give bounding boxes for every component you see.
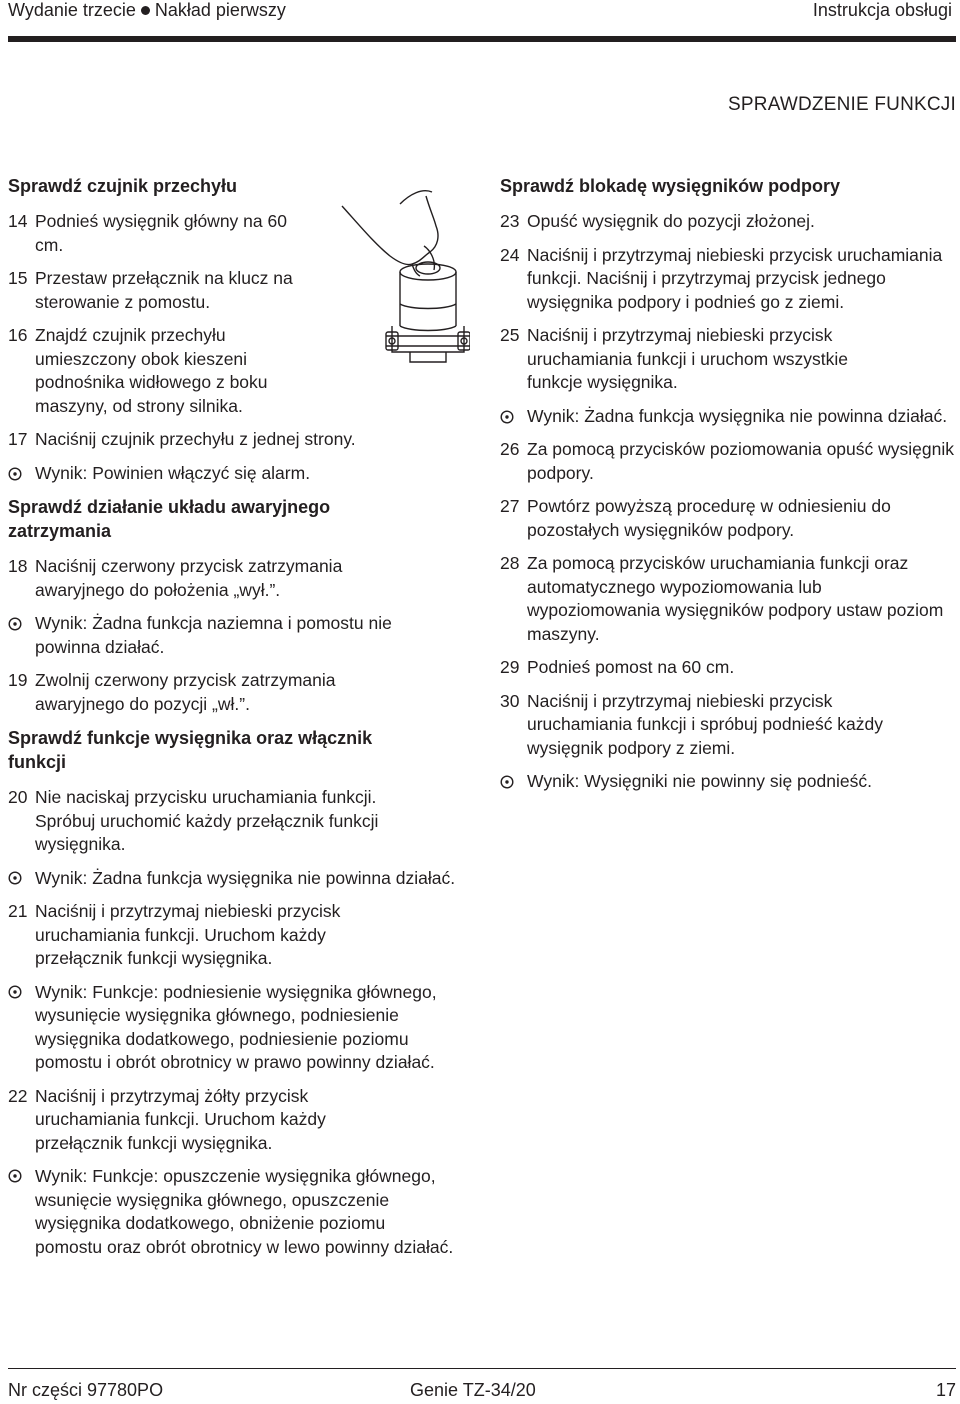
- step-number: 23: [500, 211, 520, 231]
- step-number: 17: [8, 429, 28, 449]
- step-28: [500, 552, 955, 646]
- step-26: [500, 438, 955, 485]
- step-18: [8, 555, 473, 602]
- section-title: SPRAWDZENIE FUNKCJI: [728, 94, 956, 115]
- result-text: Wynik: Żadna funkcja wysięgnika nie powinna działać.: [527, 405, 948, 426]
- result-text: Wynik: Powinien włączyć się alarm.: [35, 462, 311, 483]
- footer-model: Genie TZ-34/20: [410, 1380, 536, 1400]
- result-20: [8, 867, 473, 891]
- step-text: Zwolnij czerwony przycisk zatrzymania awaryjnego do pozycji „wł.”.: [35, 670, 336, 714]
- result-target-icon: [500, 405, 527, 429]
- step-25: [500, 324, 955, 395]
- result-target-icon: [500, 770, 527, 794]
- step-text: Podnieś wysięgnik główny na 60 cm.: [35, 211, 287, 255]
- header-edition: [8, 0, 286, 21]
- tilt-sensor-heading: Sprawdź czujnik przechyłu: [8, 176, 238, 196]
- result-text: Wynik: Funkcje: podniesienie wysięgnika głównego, wysunięcie wysięgnika głównego, podniesienie wysięgnika dodatkowego, podniesienie poziomu pomostu i obrót obrotnicy w prawo powinny działać.: [35, 981, 437, 1072]
- step-14: [8, 210, 308, 257]
- step-text: Naciśnij i przytrzymaj niebieski przycisk uruchamiania funkcji. Naciśnij i przytrzymaj przycisk jednego wysięgnika podpory i podnieś go z ziemi.: [527, 244, 943, 312]
- step-text: Naciśnij i przytrzymaj żółty przycisk uruchamiania funkcji. Uruchom każdy przełącznik funkcji wysięgnika.: [35, 1085, 326, 1153]
- result-17: [8, 462, 473, 486]
- estop-heading: Sprawdź działanie układu awaryjnego zatrzymania: [8, 497, 331, 541]
- step-text: Za pomocą przycisków uruchamiania funkcji oraz automatycznego wypoziomowania lub wypoziomowania wysięgników podpory ustaw poziom maszyny.: [527, 553, 944, 644]
- step-text: Znajdź czujnik przechyłu umieszczony obok kieszeni podnośnika widłowego z boku maszyny, od strony silnika.: [35, 325, 268, 416]
- step-number: 30: [500, 690, 520, 711]
- step-number: 25: [500, 325, 520, 345]
- step-15: [8, 267, 308, 314]
- step-24: [500, 244, 955, 315]
- result-25: [500, 405, 955, 429]
- result-text: Wynik: Funkcje: opuszczenie wysięgnika głównego, wsunięcie wysięgnika głównego, opuszczenie wysięgnika dodatkowego, obniżenie poziomu pomostu oraz obrót obrotnicy w lewo powinny działać.: [35, 1166, 454, 1257]
- step-30: [500, 690, 955, 761]
- step-text: Naciśnij i przytrzymaj niebieski przycisk uruchamiania funkcji i spróbuj podnieść każdy wysięgnik podpory z ziemi.: [527, 690, 884, 758]
- header-manual-type: Instrukcja obsługi: [812, 0, 952, 20]
- step-text: Opuść wysięgnik do pozycji złożonej.: [527, 211, 815, 231]
- edition-text: Wydanie trzecie: [8, 0, 136, 20]
- bullet-icon: [141, 6, 150, 15]
- result-text: Wynik: Wysięgniki nie powinny się podnieść.: [527, 771, 872, 791]
- step-text: Powtórz powyższą procedurę w odniesieniu do pozostałych wysięgników podpory.: [527, 496, 891, 540]
- right-column: [500, 174, 955, 804]
- header-rule: [8, 36, 956, 42]
- step-number: 15: [8, 268, 28, 288]
- result-text: Wynik: Żadna funkcja naziemna i pomostu nie powinna działać.: [35, 613, 392, 657]
- step-number: 27: [500, 496, 520, 516]
- printing-text: Nakład pierwszy: [154, 0, 286, 20]
- step-number: 19: [8, 670, 28, 690]
- step-number: 21: [8, 901, 28, 921]
- step-text: Naciśnij czujnik przechyłu z jednej strony.: [35, 429, 356, 449]
- step-text: Nie naciskaj przycisku uruchamiania funkcji. Spróbuj uruchomić każdy przełącznik funkcji wysięgnika.: [35, 787, 379, 854]
- step-21: [8, 900, 473, 971]
- step-number: 20: [8, 787, 28, 807]
- footer-rule: [8, 1368, 956, 1369]
- step-number: 22: [8, 1085, 28, 1106]
- step-text: Za pomocą przycisków poziomowania opuść wysięgnik podpory.: [527, 439, 954, 483]
- step-22: [8, 1085, 473, 1156]
- step-number: 26: [500, 439, 520, 459]
- result-target-icon: [8, 984, 35, 998]
- result-22: [8, 1165, 455, 1259]
- step-text: Naciśnij czerwony przycisk zatrzymania awaryjnego do położenia „wył.”.: [35, 556, 343, 600]
- step-number: 14: [8, 211, 28, 231]
- result-18: [8, 612, 473, 659]
- footer-page-number: 17: [935, 1380, 956, 1400]
- step-27: [500, 495, 955, 542]
- step-text: Podnieś pomost na 60 cm.: [527, 657, 735, 677]
- step-number: 28: [500, 553, 520, 573]
- result-21: [8, 981, 473, 1075]
- step-29: [500, 656, 955, 680]
- step-17: [8, 428, 473, 452]
- step-text: Naciśnij i przytrzymaj niebieski przycisk uruchamiania funkcji. Uruchom każdy przełącznik funkcji wysięgnika.: [35, 901, 341, 968]
- result-30: [500, 770, 955, 794]
- outrigger-interlock-heading: Sprawdź blokadę wysięgników podpory: [500, 176, 841, 196]
- result-target-icon: [8, 1168, 35, 1182]
- step-16: [8, 324, 308, 418]
- step-number: 24: [500, 244, 520, 265]
- step-number: 18: [8, 556, 28, 576]
- result-target-icon: [8, 462, 35, 486]
- step-23: [500, 210, 955, 234]
- left-column: [8, 174, 473, 1269]
- step-19: [8, 669, 473, 716]
- footer-part-number: Nr części 97780PO: [8, 1380, 164, 1400]
- result-target-icon: [8, 870, 35, 884]
- step-text: Naciśnij i przytrzymaj niebieski przycisk uruchamiania funkcji i uruchom wszystkie funkcje wysięgnika.: [527, 325, 848, 392]
- step-text: Przestaw przełącznik na klucz na sterowanie z pomostu.: [35, 268, 293, 312]
- result-text: Wynik: Żadna funkcja wysięgnika nie powinna działać.: [35, 867, 456, 888]
- step-20: [8, 786, 473, 857]
- boom-function-heading: Sprawdź funkcje wysięgnika oraz włącznik funkcji: [8, 728, 373, 772]
- step-number: 16: [8, 325, 28, 345]
- result-target-icon: [8, 612, 35, 659]
- step-number: 29: [500, 657, 520, 677]
